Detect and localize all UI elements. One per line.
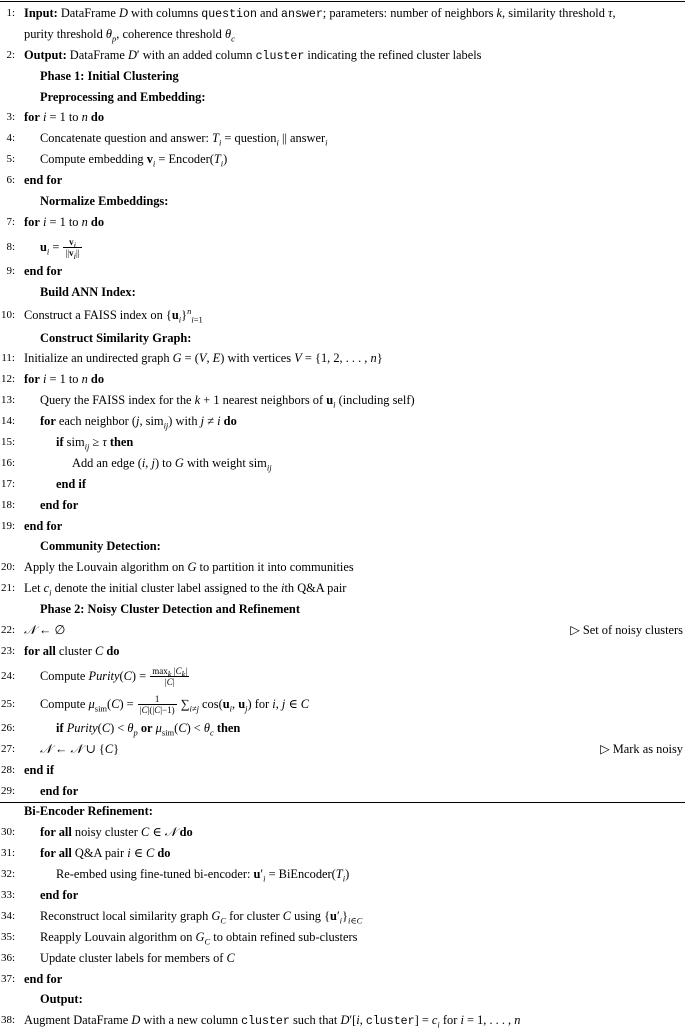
algorithm-line: [0, 864, 685, 885]
line-text: Update cluster labels for members of C: [40, 950, 235, 965]
algorithm-line: [0, 432, 685, 453]
line-text: Reconstruct local similarity graph $G_C$ for cluster C using $\{u'_i\}_{i\in C}$: [40, 908, 363, 926]
line-comment: ▷ Set of noisy clusters: [570, 623, 683, 638]
line-number: 26:: [0, 721, 15, 734]
algorithm-line: [0, 516, 685, 537]
algorithm-line: [0, 557, 685, 578]
algorithm-line: [0, 107, 685, 128]
line-text: end for: [24, 173, 63, 188]
algorithm-line: [0, 690, 685, 718]
line-number: 8:: [6, 240, 15, 253]
line-text: Re-embed using fine-tuned bi-encoder: $u'_i$ = $BiEncoder(T_i)$: [56, 867, 350, 884]
line-text: end if: [56, 476, 86, 491]
line-number: 19:: [0, 519, 15, 532]
algorithm-line: [0, 87, 685, 108]
line-text: Normalize Embeddings:: [40, 194, 169, 209]
algorithm-line: [0, 128, 685, 149]
line-text: Apply the Louvain algorithm on G to partition it into communities: [24, 560, 354, 575]
line-text: Add an edge (i, j) to G with weight sim$_{ij}$: [72, 455, 272, 473]
line-comment: ▷ Mark as noisy: [600, 741, 683, 756]
line-text: for all noisy cluster C ∈ 𝒩 do: [40, 825, 193, 840]
algorithm-line: [0, 390, 685, 411]
algorithm-line: [0, 969, 685, 990]
algorithm-lines: [0, 3, 685, 1031]
top-rule: [0, 1, 685, 2]
line-number: 38:: [0, 1014, 15, 1027]
algorithm-line: [0, 885, 685, 906]
algorithm-line: [0, 760, 685, 781]
line-text: for each neighbor (j, sim$_{ij}$) with j ≠ i do: [40, 414, 237, 431]
algorithm-line: [0, 718, 685, 739]
algorithm-line: [0, 822, 685, 843]
line-number: 36:: [0, 951, 15, 964]
line-text: end for: [40, 497, 79, 512]
line-number: 1:: [6, 7, 15, 19]
algorithm-line: [0, 453, 685, 474]
line-number: 28:: [0, 763, 15, 776]
line-text: Construct Similarity Graph:: [40, 330, 192, 345]
line-text: end for: [40, 887, 79, 902]
line-text: Phase 2: Noisy Cluster Detection and Refinement: [40, 602, 300, 617]
algorithm-line: [0, 191, 685, 212]
line-text: for all cluster C do: [24, 643, 120, 658]
line-number: 25:: [0, 697, 15, 710]
line-text: end if: [24, 762, 54, 777]
line-number: 10:: [0, 308, 15, 321]
line-number: 20:: [0, 561, 15, 574]
line-number: 15:: [0, 436, 15, 449]
line-number: 13:: [0, 394, 15, 407]
line-text: purity threshold $\theta_p$, coherence threshold $\theta_c$: [24, 26, 235, 44]
algorithm-line: [0, 66, 685, 87]
line-text: for i = 1 to n do: [24, 110, 105, 125]
line-text: $u_i$ = $\frac{v_i}{||v_i||}$: [40, 237, 80, 262]
algorithm-line: [0, 927, 685, 948]
line-number: 9:: [6, 264, 15, 277]
line-text: Phase 1: Initial Clustering: [40, 68, 179, 83]
line-text: Compute $\mu_{sim}(C)$ = $\frac{1}{|C|(|C|-1)}$ $\sum_{i\ne j}$ $\cos(u_i$, $u_j$) for i, j ∈ C: [40, 694, 309, 716]
line-text: for i = 1 to n do: [24, 372, 105, 387]
line-number: 33:: [0, 888, 15, 901]
line-text: Output: DataFrame D′ with an added column cluster indicating the refined cluster labels: [24, 47, 482, 63]
line-text: Output:: [40, 992, 83, 1007]
line-text: end for: [40, 783, 79, 798]
algorithm-line: [0, 411, 685, 432]
algorithm-line: [0, 282, 685, 303]
line-text: Input: DataFrame D with columns question and answer; parameters: number of neighbors k, similarity threshold τ,: [24, 6, 616, 21]
algorithm-line: [0, 948, 685, 969]
line-number: 35:: [0, 930, 15, 943]
algorithm-line: [0, 149, 685, 170]
line-number: 24:: [0, 669, 15, 682]
line-number: 3:: [6, 111, 15, 124]
line-number: 32:: [0, 868, 15, 881]
algorithm-line: [0, 328, 685, 349]
line-text: if sim$_{ij}$ ≥ τ then: [56, 435, 134, 452]
algorithm-line: [0, 474, 685, 495]
line-text: end for: [24, 518, 63, 533]
line-number: 4:: [6, 132, 15, 145]
line-text: Compute embedding $v_i$ = $Encoder(T_i)$: [40, 152, 228, 169]
algorithm-line: [0, 369, 685, 390]
algorithm-line: [0, 620, 685, 641]
line-text: Compute Purity(C) = $\frac{\max_k |C_k|}{|C|}$: [40, 666, 188, 688]
algorithm-line: [0, 1010, 685, 1031]
line-text: end for: [24, 971, 63, 986]
line-text: 𝒩 ← 𝒩 ∪ {C}: [40, 741, 120, 756]
line-text: Let $c_i$ denote the initial cluster label assigned to the ith Q&A pair: [24, 581, 347, 598]
line-text: Construct a FAISS index on $\{u_i\}^n_{i=1}$: [24, 305, 203, 325]
algorithm-line: [0, 261, 685, 282]
algorithm-line: [0, 303, 685, 328]
line-number: 17:: [0, 477, 15, 490]
line-text: for i = 1 to n do: [24, 214, 105, 229]
line-number: 18:: [0, 498, 15, 511]
line-text: Community Detection:: [40, 539, 161, 554]
line-number: 5:: [6, 153, 15, 166]
line-number: 16:: [0, 456, 15, 469]
line-text: Query the FAISS index for the k + 1 nearest neighbors of $u_i$ (including self): [40, 393, 415, 410]
line-number: 2:: [6, 48, 15, 61]
algorithm-line: [0, 212, 685, 233]
line-number: 23:: [0, 644, 15, 657]
line-text: 𝒩 ← ∅: [24, 623, 66, 638]
algorithm-line: [0, 843, 685, 864]
line-text: Reapply Louvain algorithm on $G_C$ to obtain refined sub-clusters: [40, 929, 358, 947]
algorithm-line: [0, 662, 685, 690]
algorithm-line: [0, 170, 685, 191]
algorithm-line: [0, 3, 685, 24]
line-number: 7:: [6, 215, 15, 228]
algorithm-line: [0, 781, 685, 802]
line-number: 12:: [0, 373, 15, 386]
bottom-rule: [0, 802, 685, 803]
algorithm-line: [0, 536, 685, 557]
algorithm-line: [0, 641, 685, 662]
line-number: 11:: [1, 352, 15, 365]
algorithm-line: [0, 348, 685, 369]
line-text: Augment DataFrame D with a new column cluster such that D′[i, cluster] = $c_i$ for i = 1, . . . , n: [24, 1013, 521, 1030]
line-text: for all Q&A pair i ∈ C do: [40, 846, 171, 861]
line-number: 21:: [0, 582, 15, 595]
line-text: Initialize an undirected graph G = (V, E) with vertices V = {1, 2, . . . , n}: [24, 351, 383, 366]
algorithm-line: [0, 906, 685, 927]
algorithm-line: [0, 989, 685, 1010]
line-text: Bi-Encoder Refinement:: [24, 804, 153, 819]
line-number: 14:: [0, 415, 15, 428]
line-number: 22:: [0, 624, 15, 637]
line-number: 27:: [0, 742, 15, 755]
algorithm-line: [0, 495, 685, 516]
line-text: Build ANN Index:: [40, 284, 136, 299]
line-number: 37:: [0, 972, 15, 985]
line-number: 29:: [0, 784, 15, 797]
line-text: Concatenate question and answer: $T_i$ = question$_i$ || answer$_i$: [40, 131, 328, 148]
line-number: 30:: [0, 826, 15, 839]
algorithm-line: [0, 739, 685, 760]
algorithm-line: [0, 578, 685, 599]
algorithm-line: [0, 233, 685, 261]
line-text: if Purity(C) < $\theta_p$ or $\mu_{sim}(C) < \theta_c$ then: [56, 720, 241, 738]
algorithm-line: [0, 45, 685, 66]
line-number: 31:: [0, 847, 15, 860]
line-number: 34:: [0, 909, 15, 922]
line-text: end for: [24, 263, 63, 278]
line-number: 6:: [6, 174, 15, 187]
algorithm-line: [0, 599, 685, 620]
line-text: Preprocessing and Embedding:: [40, 89, 206, 104]
algorithm-line: [0, 24, 685, 45]
